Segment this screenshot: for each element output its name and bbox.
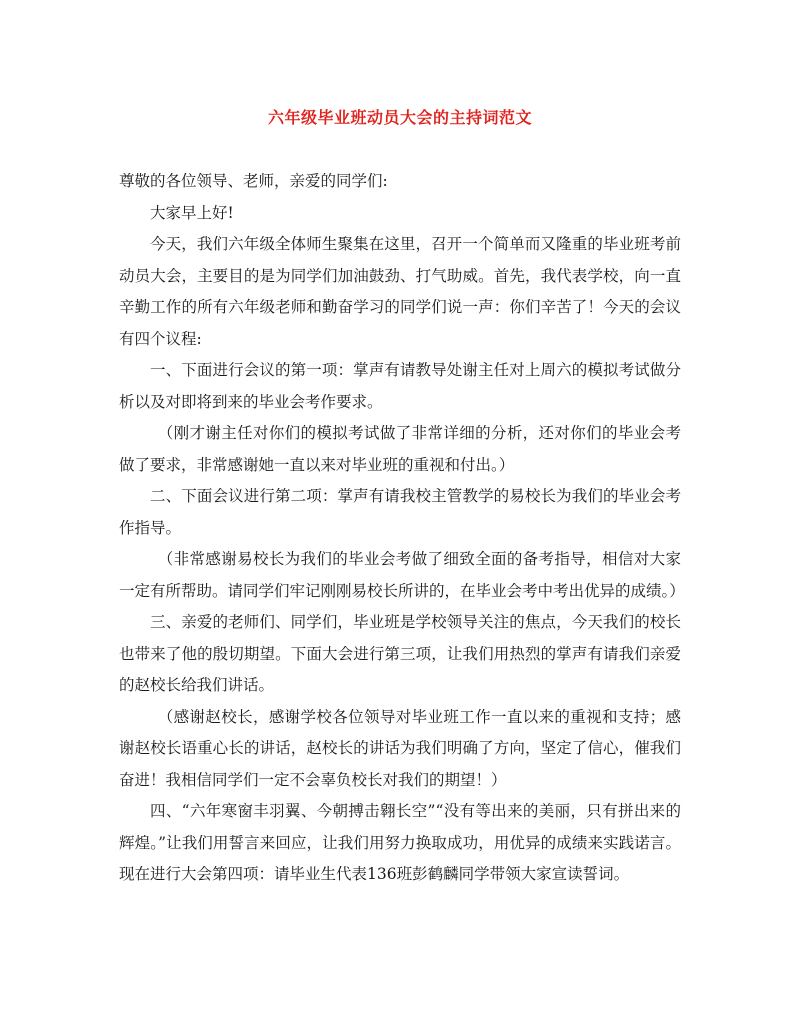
document-body bbox=[119, 166, 685, 891]
agenda-item-2: 二、下面会议进行第二项：掌声有请我校主管教学的易校长为我们的毕业会考作指导。 bbox=[119, 487, 681, 537]
opening-paragraph: 今天，我们六年级全体师生聚集在这里，召开一个简单而又隆重的毕业班考前动员大会，主要目的是为同学们加油鼓劲、打气助威。首先，我代表学校，向一直辛勤工作的所有六年级老师和勤奋学习的同学们说一声：你们辛苦了！今天的会议有四个议程: bbox=[119, 235, 681, 348]
salutation: 尊敬的各位领导、老师，亲爱的同学们: bbox=[119, 172, 388, 190]
agenda-item-2-remark: （非常感谢易校长为我们的毕业会考做了细致全面的备考指导，相信对大家一定有所帮助。请同学们牢记刚刚易校长所讲的，在毕业会考中考出优异的成绩。） bbox=[119, 550, 685, 600]
agenda-item-1-remark: （刚才谢主任对你们的模拟考试做了非常详细的分析，还对你们的毕业会考做了要求，非常感谢她一直以来对毕业班的重视和付出。） bbox=[119, 424, 681, 474]
agenda-item-3-remark: （感谢赵校长，感谢学校各位领导对毕业班工作一直以来的重视和支持；感谢赵校长语重心长的讲话，赵校长的讲话为我们明确了方向，坚定了信心，催我们奋进！我相信同学们一定不会辜负校长对我们的期望！） bbox=[119, 707, 681, 789]
agenda-item-4: 四、“六年寒窗丰羽翼、今朝搏击翱长空”“没有等出来的美丽，只有拼出来的辉煌。”让我们用誓言来回应，让我们用努力换取成功，用优异的成绩来实践诺言。现在进行大会第四项：请毕业生代表136班彭鹤麟同学带领大家宣读誓词。 bbox=[119, 802, 681, 883]
agenda-item-1: 一、下面进行会议的第一项：掌声有请教导处谢主任对上周六的模拟考试做分析以及对即将到来的毕业会考作要求。 bbox=[119, 361, 681, 411]
greeting: 大家早上好! bbox=[150, 203, 234, 222]
agenda-item-3: 三、亲爱的老师们、同学们，毕业班是学校领导关注的焦点，今天我们的校长也带来了他的殷切期望。下面大会进行第三项，让我们用热烈的掌声有请我们亲爱的赵校长给我们讲话。 bbox=[119, 613, 681, 694]
document-title: 六年级毕业班动员大会的主持词范文 bbox=[267, 108, 532, 127]
